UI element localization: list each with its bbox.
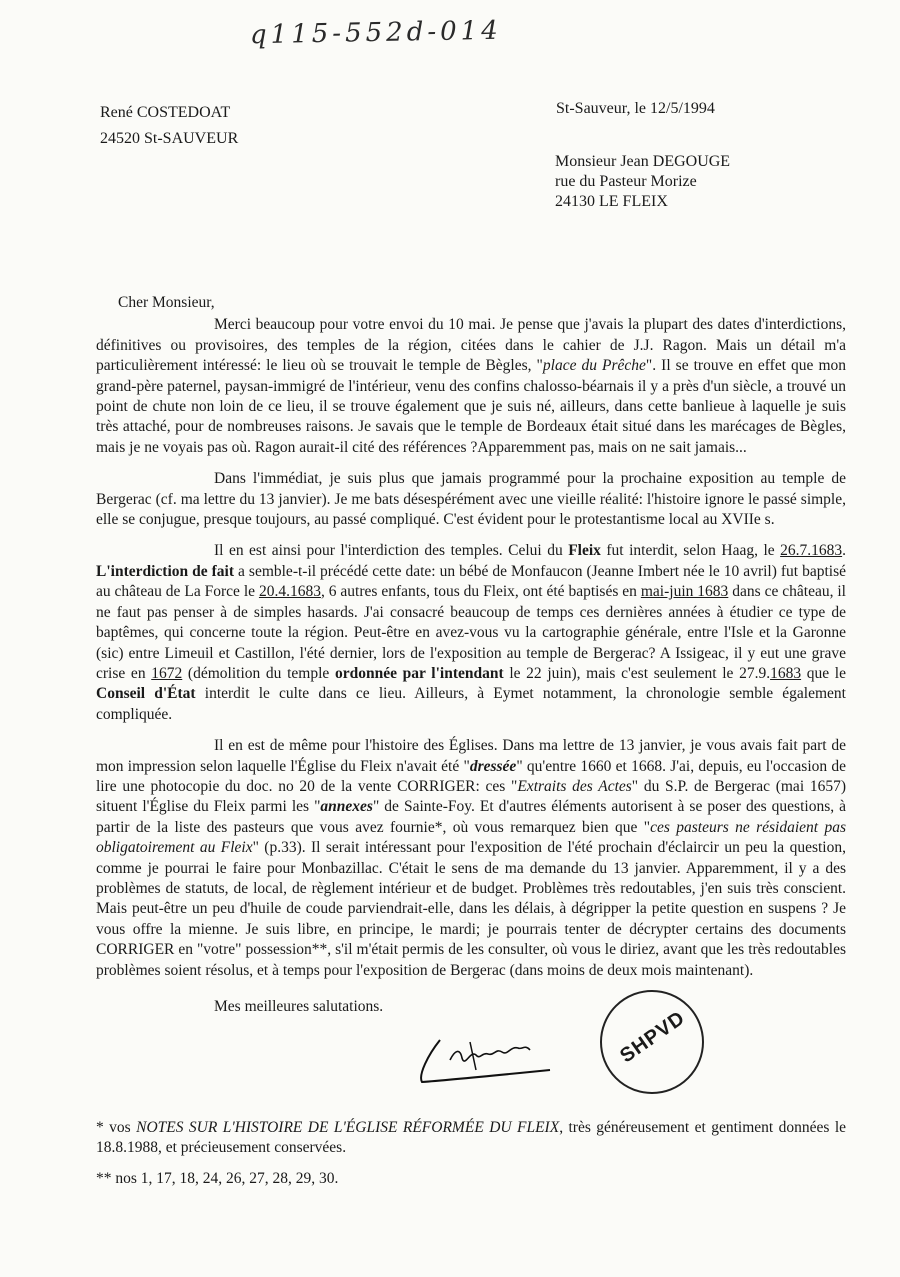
stamp-label: SHPVD <box>616 1006 690 1068</box>
sender-block <box>100 100 238 152</box>
archive-reference: q115-552d-014 <box>249 15 502 51</box>
footnote-2: ** nos 1, 17, 18, 24, 26, 27, 28, 29, 30. <box>96 1170 339 1187</box>
handwritten-signature <box>410 1030 560 1090</box>
closing: Mes meilleures salutations. <box>214 998 384 1015</box>
shpvd-stamp <box>600 990 704 1094</box>
footnote-1: * vos NOTES SUR L'HISTOIRE DE L'ÉGLISE RÉFORMÉE DU FLEIX, très généreusement et gentiment données le 18.8.1988, et précieusement conservées. <box>96 1119 847 1156</box>
paragraph-1: Merci beaucoup pour votre envoi du 10 mai. Je pense que j'avais la plupart des dates d'interdictions, définitives ou provisoires, des temples de la région, citées dans le cahier de J.J. Ragon. Mais un détail m'a particulièrement intéressé: le lieu où se trouvait le temple de Bègles, "place du Prêche". Il se trouve en effet que mon grand-père paternel, paysan-immigré de l'intérieur, venu des confins chalosso-béarnais il y a près d'un siècle, a trouvé un point de chute non loin de ce lieu, il se trouve également que je suis né, ailleurs, dans cette banlieue à laquelle je suis très attaché, pour de nombreuses raisons. Je savais que le temple de Bordeaux était situé dans les marécages de Bègles, mais je ne voyais pas où. Ragon aurait-il cité des références ?Apparemment pas, mais on ne sait jamais... <box>96 316 847 456</box>
addressee-street: rue du Pasteur Morize <box>555 173 697 190</box>
paragraph-3: Il en est ainsi pour l'interdiction des temples. Celui du Fleix fut interdit, selon Haag, le 26.7.1683. L'interdiction de fait a semble-t-il précédé cette date: un bébé de Monfaucon (Jeanne Imbert née le 10 avril) fut baptisé au château de La Force le 20.4.1683, 6 autres enfants, tous du Fleix, ont été baptisés en mai-juin 1683 dans ce château, il ne faut pas penser à de simples hasards. J'ai consacré beaucoup de temps ces dernières années à étudier ce type de baptêmes, qui concerne toute la région. Peut-être en avez-vous vu la cartographie générale, entre l'Isle et la Garonne (sic) entre Limeuil et Castillon, l'été dernier, lors de l'exposition au temple de Bergerac? A Issigeac, il y eut une grave crise en 1672 (démolition du temple ordonnée par l'intendant le 22 juin), mais c'est seulement le 27.9.1683 que le Conseil d'État interdit le culte dans ce lieu. Ailleurs, à Eymet notamment, la chronologie semble également compliquée. <box>96 542 846 723</box>
addressee-block <box>555 152 730 212</box>
addressee-city: 24130 LE FLEIX <box>555 193 668 210</box>
letter-body <box>96 293 846 1028</box>
date-line: St-Sauveur, le 12/5/1994 <box>556 100 715 117</box>
sender-city: 24520 St-SAUVEUR <box>100 130 239 147</box>
sender-name: René COSTEDOAT <box>100 104 231 121</box>
paragraph-4: Il en est de même pour l'histoire des Églises. Dans ma lettre de 13 janvier, je vous avais fait part de mon impression selon laquelle l'Église du Fleix n'avait été "dressée" qu'entre 1660 et 1668. J'ai, depuis, eu l'occasion de lire une photocopie du doc. no 20 de la vente CORRIGER: ces "Extraits des Actes" du S.P. de Bergerac (mai 1657) situent l'Église du Fleix parmi les "annexes" de Sainte-Foy. Et d'autres éléments autorisent à se poser des questions, à partir de la liste des pasteurs que vous avez fournie*, où vous remarquez bien que "ces pasteurs ne résidaient pas obligatoirement au Fleix" (p.33). Il serait intéressant pour l'exposition de l'été prochain d'éclaircir un peu la question, comme je pourrai le faire pour Monbazillac. C'était le sens de ma demande du 13 janvier. Apparemment, il y a des problèmes de statuts, de local, de règlement intérieur et de budget. Problèmes très redoutables, j'en suis très conscient. Mais peut-être un peu d'huile de coude parviendrait-elle, dans les délais, à dégripper la petite question en suspens ? Je vous offre la mienne. Je suis libre, en principe, le mardi; je pourrais tenter de décrypter certains des documents CORRIGER en "votre" possession**, s'il m'était permis de les consulter, où vous le diriez, avant que les très redoutables problèmes soient résolus, et à temps pour l'exposition de Bergerac (dans moins de deux mois maintenant). <box>96 737 847 979</box>
addressee-name: Monsieur Jean DEGOUGE <box>555 153 731 170</box>
salutation: Cher Monsieur, <box>118 294 215 311</box>
paragraph-2: Dans l'immédiat, je suis plus que jamais programmé pour la prochaine exposition au temple de Bergerac (cf. ma lettre du 13 janvier). Je me bats désespérément avec une vieille réalité: l'histoire ignore le passé simple, elle se conjugue, presque toujours, au passé compliqué. C'est évident pour le protestantisme local au XVIIe s. <box>96 470 846 529</box>
